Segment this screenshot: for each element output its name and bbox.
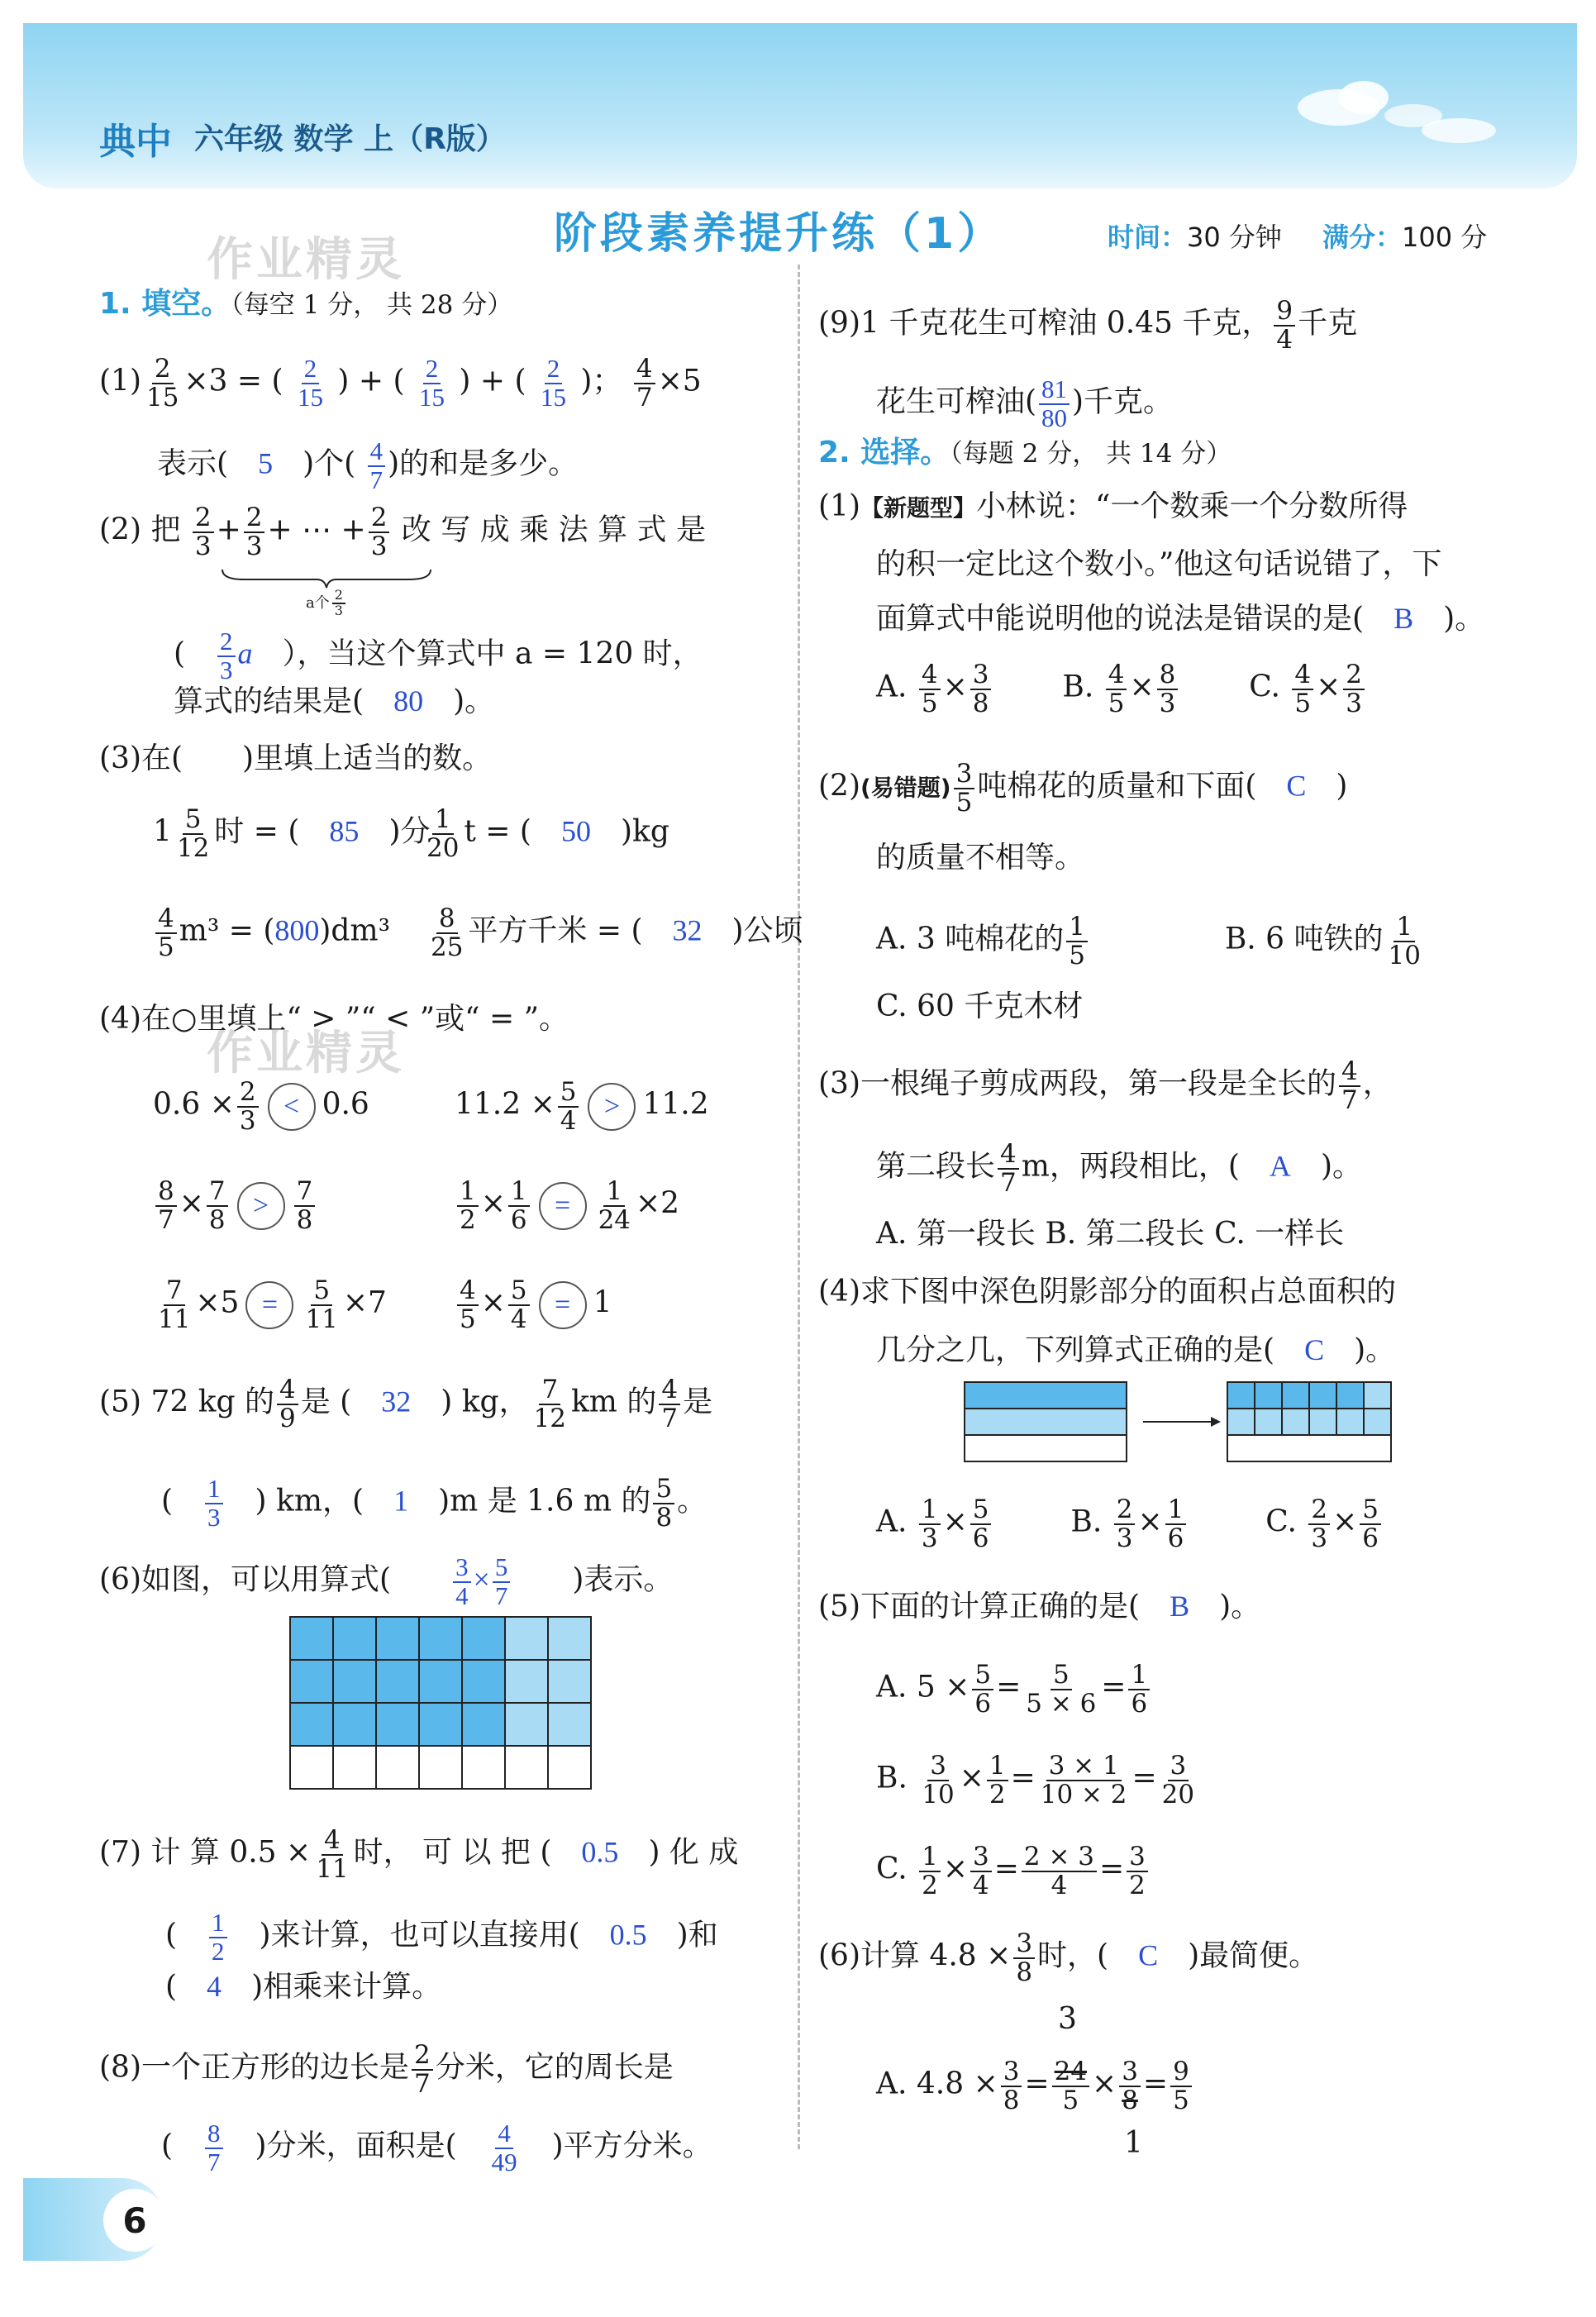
answer: 0.5	[609, 1918, 647, 1952]
brace-icon	[219, 566, 434, 591]
choice-question-3: (3)一根绳子剪成两段，第一段是全长的 $\frac{4}{7}$ ，	[818, 1056, 1393, 1115]
question-1-1: (1) $\frac{2}{15}$ ×3 = ( $\frac{2}{15}$ ) + ( $\frac{2}{15}$ ) + ( $\frac{2}{15}$ )； $\frac{4}{7}$ ×5	[99, 354, 702, 412]
choice-question-5-option-b: B. $\frac{3}{10}$ × $\frac{1}{2}$ = $\frac{3 \times 1}{10 \times 2}$ = $\frac{3}{20}$	[876, 1751, 1195, 1809]
choice-question-4: (4)求下图中深色阴影部分的面积占总面积的	[818, 1275, 1396, 1309]
compare-circle: >	[588, 1083, 636, 1131]
compare-circle: =	[539, 1182, 587, 1230]
section-2-heading: 2. 选择。（每题 2 分， 共 14 分）	[818, 436, 1232, 470]
question-1-2-line2: ( $\frac{2}{3}$ a ），当这个算式中 a = 120 时，	[174, 627, 703, 684]
question-1-5-line2: ( $\frac{1}{3}$ ) km，( 1 )m 是 1.6 m 的 $\frac{5}{8}$ 。	[161, 1474, 707, 1533]
answer: 800	[274, 913, 320, 947]
question-1-4: (4)在○里填上“ > ”“ < ”或“ = ”。	[99, 1002, 569, 1036]
answer: $\frac{1}{2}$	[209, 1909, 226, 1965]
answer: $\frac{2}{15}$	[541, 354, 566, 412]
choice-question-1-options: A. $\frac{4}{5}$ × $\frac{3}{8}$ B. $\frac{4}{5}$ × $\frac{8}{3}$ C. $\frac{4}{5}$ × $\frac{2}{3}$	[876, 661, 1367, 717]
answer: 32	[672, 913, 703, 947]
brace-label: a个 $\frac{2}{3}$	[306, 589, 348, 618]
answer: B	[1394, 602, 1414, 635]
compare-circle: <	[268, 1083, 316, 1131]
question-1-4-row3b: $\frac{4}{5}$ × $\frac{5}{4}$ = 1	[455, 1277, 612, 1333]
question-1-3-row1b: $\frac{1}{20}$ t = ( 50 )kg	[426, 804, 669, 863]
answer: C	[1138, 1938, 1159, 1972]
choice-question-4-options: A. $\frac{1}{3}$ × $\frac{5}{6}$ B. $\frac{2}{3}$ × $\frac{1}{6}$ C. $\frac{2}{3}$ × $\frac{5}{6}$	[876, 1496, 1384, 1552]
page-number: 6	[103, 2189, 166, 2252]
choice-question-2-options: A. 3 吨棉花的 $\frac{1}{5}$ B. 6 吨铁的 $\frac{1}{10}$	[876, 912, 1421, 970]
answer: $\frac{2}{3}$	[217, 628, 235, 684]
answer: 4	[207, 1970, 222, 2003]
question-1-4-row1: 0.6 × $\frac{2}{3}$ < 0.6	[153, 1077, 369, 1136]
choice-question-3-line2: 第二段长 $\frac{4}{7}$ m，两段相比，( A )。	[876, 1139, 1362, 1198]
watermark: 作业精灵	[207, 1027, 405, 1080]
question-1-4-row1b: 11.2 × $\frac{5}{4}$ > 11.2	[455, 1077, 709, 1136]
answer: B	[1170, 1590, 1190, 1623]
question-1-7-line2: ( $\frac{1}{2}$ )来计算，也可以直接用( 0.5 )和	[165, 1908, 718, 1966]
brand-logo: 典中	[99, 121, 172, 163]
choice-question-6: (6)计算 4.8 × $\frac{3}{8}$ 时，( C )最简便。	[818, 1928, 1319, 1987]
choice-question-1-line2: 的积一定比这个数小。”他这句话说错了，下	[876, 547, 1442, 581]
answer: C	[1286, 769, 1307, 803]
cancel-mark-top: 3	[1058, 2002, 1077, 2036]
answer: 85	[329, 814, 360, 848]
question-1-3-row1: 1 $\frac{5}{12}$ 时 = ( 85 )分	[153, 804, 431, 863]
watermark: 作业精灵	[207, 233, 405, 287]
answer: $\frac{4}{49}$	[491, 2119, 517, 2176]
answer: C	[1304, 1333, 1325, 1366]
book-title: 六年级 数学 上（R版）	[194, 122, 506, 156]
compare-circle: >	[237, 1182, 285, 1230]
answer: 0.5	[581, 1835, 619, 1869]
compare-circle: =	[245, 1281, 293, 1329]
fraction-grid-figure	[289, 1616, 592, 1790]
question-1-2-line3: 算式的结果是( 80 )。	[174, 684, 495, 718]
question-1-9: (9)1 千克花生可榨油 0.45 千克， $\frac{9}{4}$ 千克	[818, 296, 1358, 355]
answer: 50	[560, 814, 591, 848]
answer: 1	[393, 1484, 409, 1518]
compare-circle: =	[539, 1281, 587, 1329]
question-1-6: (6)如图，可以用算式( $\frac{3}{4}$ × $\frac{5}{7}$ )表示。	[99, 1552, 674, 1610]
full-score: 满分：100 分	[1322, 222, 1488, 253]
area-figure	[963, 1380, 1409, 1471]
question-1-4-row2: $\frac{8}{7}$ × $\frac{7}{8}$ > $\frac{7}{8}$	[153, 1178, 317, 1233]
page-title: 阶段素养提升练（1）	[554, 209, 1004, 259]
answer: 80	[393, 684, 424, 718]
choice-question-5-option-c: C. $\frac{1}{2}$ × $\frac{3}{4}$ = $\frac{2 \times 3}{4}$ = $\frac{3}{2}$	[876, 1843, 1151, 1899]
question-1-8: (8)一个正方形的边长是 $\frac{2}{7}$ 分米，它的周长是	[99, 2040, 674, 2099]
choice-question-5: (5)下面的计算正确的是( B )。	[818, 1590, 1261, 1623]
choice-question-2-option-c: C. 60 千克木材	[876, 989, 1084, 1023]
choice-question-2: (2)(易错题) $\frac{3}{5}$ 吨棉花的质量和下面( C )	[818, 759, 1348, 818]
answer: $\frac{81}{80}$	[1039, 376, 1070, 431]
answer: A	[1269, 1149, 1291, 1183]
choice-question-6-option-a: A. 4.8 × $\frac{3}{8}$ = $\frac{24}{5}$ × $\frac{3}{8}$ = $\frac{9}{5}$	[876, 2058, 1194, 2114]
section-1-heading: 1. 填空。（每空 1 分， 共 28 分）	[99, 287, 513, 321]
answer: 5	[258, 446, 274, 480]
answer: $\frac{4}{7}$	[368, 438, 385, 493]
question-1-3: (3)在( )里填上适当的数。	[99, 741, 493, 775]
cloud-icon	[1413, 107, 1504, 149]
choice-question-1: (1)【新题型】小林说：“一个数乘一个分数所得	[818, 489, 1408, 523]
answer: $\frac{3}{4}$	[453, 1554, 470, 1609]
choice-question-5-option-a: A. 5 × $\frac{5}{6}$ = $\frac{5}{5 \times 6}$ = $\frac{1}{6}$	[876, 1661, 1152, 1717]
answer: $\frac{1}{3}$	[205, 1476, 222, 1531]
answer: 32	[381, 1385, 412, 1418]
answer: $\frac{2}{15}$	[298, 354, 323, 412]
question-1-5: (5) 72 kg 的 $\frac{4}{9}$ 是 ( 32 ) kg， $\frac{7}{12}$ km 的 $\frac{4}{7}$ 是	[99, 1375, 713, 1433]
choice-question-4-line2: 几分之几，下列算式正确的是( C )。	[876, 1333, 1396, 1367]
answer: $\frac{8}{7}$	[205, 2120, 222, 2176]
question-1-4-row3: $\frac{7}{11}$ ×5 = $\frac{5}{11}$ ×7	[158, 1275, 387, 1334]
question-1-1-line2: 表示( 5 )个( $\frac{4}{7}$ )的和是多少。	[157, 436, 579, 494]
answer: $\frac{2}{15}$	[419, 354, 445, 412]
question-1-7: (7) 计 算 0.5 × $\frac{4}{11}$ 时， 可 以 把 ( 0.5 ) 化 成	[99, 1825, 739, 1884]
question-1-9-line2: 花生可榨油( $\frac{81}{80}$ )千克。	[876, 374, 1174, 432]
column-divider	[798, 265, 800, 2149]
choice-question-3-options: A. 第一段长 B. 第二段长 C. 一样长	[876, 1217, 1345, 1251]
cancel-mark-bottom: 1	[1124, 2126, 1143, 2160]
answer: $\frac{5}{7}$	[493, 1554, 510, 1609]
choice-question-2-line2: 的质量不相等。	[876, 841, 1085, 875]
time-limit: 时间：30 分钟	[1108, 222, 1282, 253]
question-1-3-row2b: $\frac{8}{25}$ 平方千米 = ( 32 )公顷	[431, 903, 803, 962]
question-1-2: (2) 把 $\frac{2}{3}$ + $\frac{2}{3}$ + ⋯ + $\frac{2}{3}$ 改 写 成 乘 法 算 式 是	[99, 503, 706, 561]
question-1-3-row2: $\frac{4}{5}$ m³ = (800)dm³	[153, 905, 390, 961]
question-1-4-row2b: $\frac{1}{2}$ × $\frac{1}{6}$ = $\frac{1}{24}$ ×2	[455, 1178, 679, 1233]
question-1-7-line3: ( 4 )相乘来计算。	[165, 1970, 442, 2004]
choice-question-1-line3: 面算式中能说明他的说法是错误的是( B )。	[876, 602, 1485, 636]
question-1-8-line2: ( $\frac{8}{7}$ )分米，面积是( $\frac{4}{49}$ )平方分米。	[161, 2119, 712, 2176]
